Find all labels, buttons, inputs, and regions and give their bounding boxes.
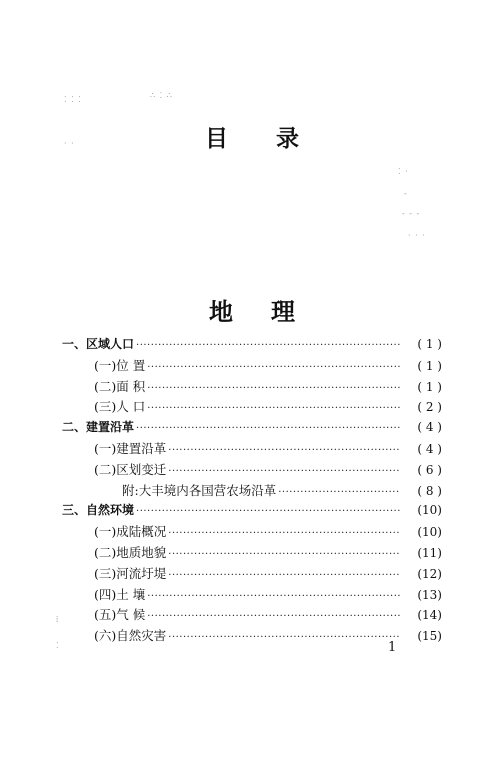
toc-leader-dots xyxy=(136,340,400,351)
toc-leader-dots xyxy=(168,570,400,581)
toc-entry xyxy=(62,439,442,460)
toc-entry xyxy=(62,522,442,543)
scan-speck: ⁚ xyxy=(56,641,60,650)
toc-entry-label: (三)人 口 xyxy=(94,399,146,415)
toc-entry-label: 三、自然环境 xyxy=(62,503,135,518)
toc-entry-page: ( 1 ) xyxy=(417,379,442,394)
toc-entry xyxy=(62,585,442,606)
toc-entry-label: (一)位 置 xyxy=(94,357,146,373)
toc-entry xyxy=(62,626,442,647)
scan-speck: ⁚ · xyxy=(398,167,409,176)
toc-entry-page: ( 1 ) xyxy=(417,358,442,373)
toc-entry-label: 附:大丰境内各国营农场沿革 xyxy=(122,482,277,498)
toc-entry-label: (五)气 候 xyxy=(94,607,146,623)
toc-entry-label: (二)面 积 xyxy=(94,378,146,394)
toc-entry xyxy=(62,335,442,356)
toc-entry xyxy=(62,460,442,481)
toc-entry-page: ( 4 ) xyxy=(417,420,442,435)
toc-entry-page: ( 1 ) xyxy=(417,337,442,351)
toc-leader-dots xyxy=(136,423,400,434)
scan-speck: ⁞ xyxy=(56,615,60,624)
toc-entry xyxy=(62,356,442,377)
toc-entry-label: (六)自然灾害 xyxy=(94,628,167,644)
toc-leader-dots xyxy=(147,383,400,394)
toc-entry-page: (12) xyxy=(417,566,442,581)
toc-leader-dots xyxy=(168,528,400,539)
toc-entry-label: (三)河流圩堤 xyxy=(94,565,167,581)
toc-entry-page: (13) xyxy=(417,587,442,602)
toc-entry-page: (15) xyxy=(417,629,442,644)
toc-entry-page: (10) xyxy=(417,525,442,540)
table-of-contents xyxy=(62,335,442,647)
toc-entry-page: ( 6 ) xyxy=(417,462,442,477)
scan-speck: · · · xyxy=(408,231,426,240)
toc-entry xyxy=(62,418,442,439)
toc-entry-label: 二、建置沿革 xyxy=(62,420,135,435)
toc-entry xyxy=(62,377,442,398)
toc-entry-label: 一、区域人口 xyxy=(62,337,135,351)
toc-entry-page: (10) xyxy=(417,503,442,518)
page-number: 1 xyxy=(388,640,397,655)
toc-entry-label: (四)土 壤 xyxy=(94,586,146,602)
toc-leader-dots xyxy=(168,549,400,560)
toc-entry-label: (一)成陆概况 xyxy=(94,524,167,540)
toc-entry-page: (11) xyxy=(417,545,442,560)
toc-entry xyxy=(62,501,442,522)
toc-entry-page: ( 8 ) xyxy=(417,483,442,498)
scan-speck: ⁚ ⁚ ⁚ xyxy=(64,95,82,104)
toc-entry-label: (一)建置沿革 xyxy=(94,440,167,456)
toc-entry-label: (二)区划变迁 xyxy=(94,461,167,477)
section-title: 地理 xyxy=(209,297,333,326)
scan-speck: - xyxy=(404,189,408,198)
toc-entry xyxy=(62,481,442,502)
toc-leader-dots xyxy=(147,611,400,622)
toc-entry xyxy=(62,397,442,418)
scan-speck: ∴ ⁚ ∴ xyxy=(150,91,173,100)
toc-leader-dots xyxy=(147,362,400,373)
toc-entry-page: (14) xyxy=(417,608,442,623)
scan-speck: - - - xyxy=(402,209,421,218)
toc-leader-dots xyxy=(168,632,400,643)
toc-leader-dots xyxy=(147,591,400,602)
toc-leader-dots xyxy=(147,403,400,414)
toc-entry xyxy=(62,543,442,564)
toc-entry-label: (二)地质地貌 xyxy=(94,544,167,560)
page-title: 目录 xyxy=(205,126,347,152)
toc-entry xyxy=(62,564,442,585)
toc-entry xyxy=(62,605,442,626)
toc-leader-dots xyxy=(168,466,400,477)
toc-entry-page: ( 4 ) xyxy=(417,441,442,456)
toc-entry-page: ( 2 ) xyxy=(417,400,442,415)
toc-leader-dots xyxy=(168,445,400,456)
toc-leader-dots xyxy=(136,506,400,517)
scan-speck: · · xyxy=(64,139,75,148)
toc-leader-dots xyxy=(278,487,400,498)
